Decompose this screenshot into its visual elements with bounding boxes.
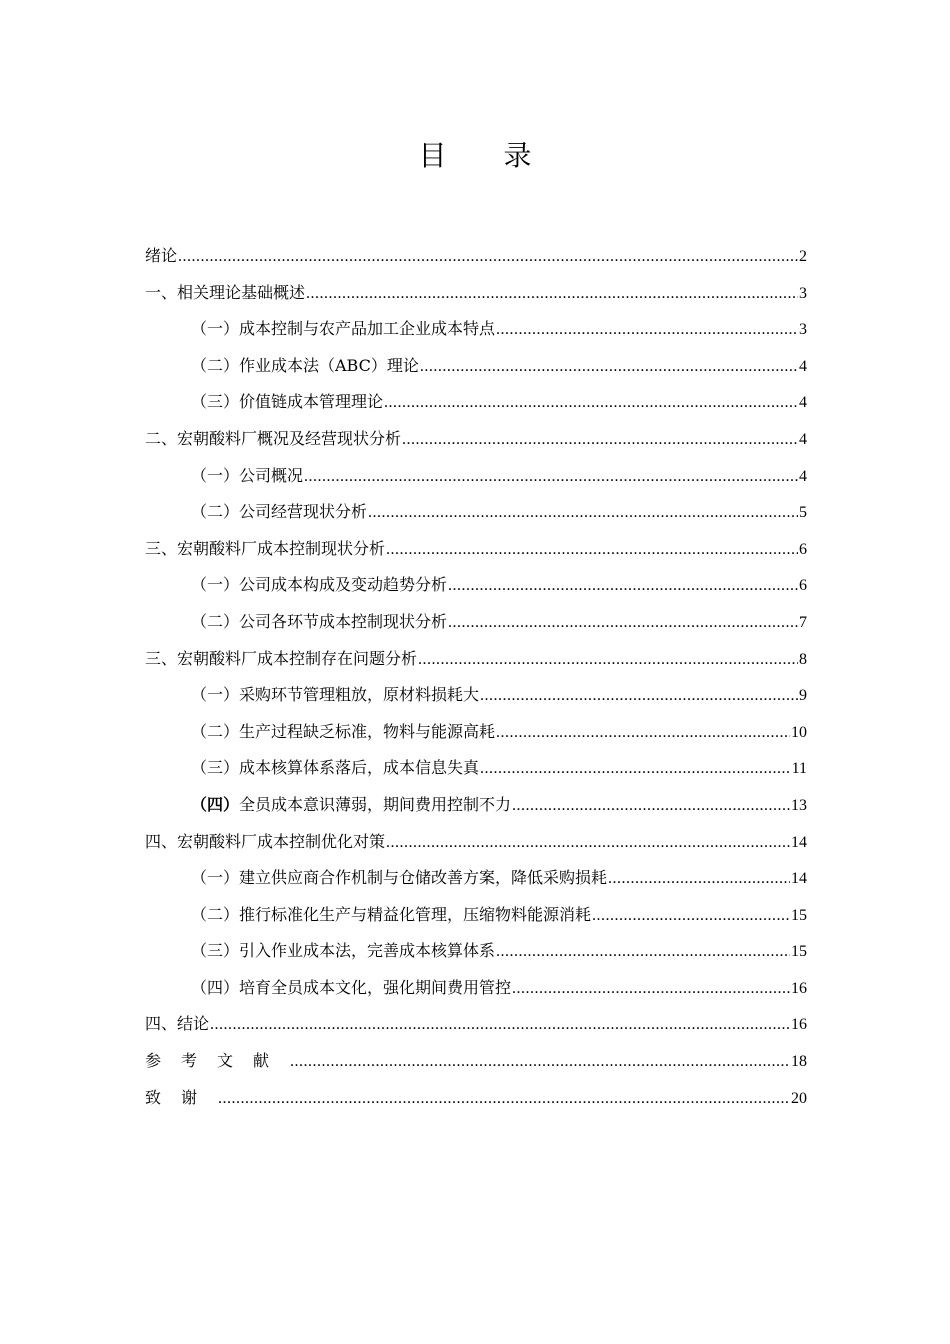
toc-entry[interactable] bbox=[145, 970, 807, 1007]
toc-entry-prefix: （四） bbox=[191, 794, 240, 814]
toc-entry-label: （四）培育全员成本文化，强化期间费用管控 bbox=[191, 977, 512, 997]
toc-page-number: 2 bbox=[799, 248, 807, 265]
toc-entry-label: 致谢 bbox=[145, 1087, 218, 1107]
dot-leader bbox=[290, 1044, 790, 1081]
dot-leader bbox=[496, 934, 790, 971]
toc-page-number: 4 bbox=[799, 394, 807, 412]
toc-entry-label: （二）作业成本法（ABC）理论 bbox=[191, 355, 419, 375]
toc-entry[interactable] bbox=[145, 1080, 807, 1117]
toc-entry[interactable] bbox=[145, 677, 807, 714]
toc-entry[interactable] bbox=[145, 311, 807, 348]
toc-entry-label: （一）公司概况 bbox=[191, 465, 304, 485]
toc-page-number: 8 bbox=[799, 650, 807, 668]
toc-entry[interactable] bbox=[145, 860, 807, 897]
dot-leader bbox=[608, 861, 790, 898]
toc-entry-label: 参考文献 bbox=[145, 1051, 290, 1071]
toc-page-number: 16 bbox=[791, 979, 807, 997]
toc-page-number: 15 bbox=[791, 943, 807, 961]
dot-leader bbox=[448, 568, 798, 605]
dot-leader bbox=[480, 751, 791, 788]
toc-entry[interactable] bbox=[145, 494, 807, 531]
toc-entry-label: （三）成本核算体系落后，成本信息失真 bbox=[191, 758, 480, 778]
toc-page-number: 6 bbox=[799, 540, 807, 558]
toc-entry-label: （一）建立供应商合作机制与仓储改善方案，降低采购损耗 bbox=[191, 868, 608, 888]
toc-entry[interactable] bbox=[145, 421, 807, 458]
toc-entry-label: 四、结论 bbox=[145, 1014, 210, 1034]
toc-entry-title bbox=[191, 348, 419, 385]
toc-entry-title bbox=[191, 567, 447, 604]
toc-entry[interactable] bbox=[145, 238, 807, 275]
toc-page-number: 7 bbox=[799, 613, 807, 631]
toc-page-number: 13 bbox=[791, 796, 807, 814]
toc-entry-label: （二）公司各环节成本控制现状分析 bbox=[191, 611, 448, 631]
toc-entry-label: （二）生产过程缺乏标准，物料与能源高耗 bbox=[191, 721, 496, 741]
toc-entry-title bbox=[191, 604, 447, 641]
dot-leader bbox=[592, 898, 790, 935]
dot-leader bbox=[178, 239, 798, 276]
toc-entry[interactable] bbox=[145, 1006, 807, 1043]
toc-entry[interactable] bbox=[145, 348, 807, 385]
toc-entry-title bbox=[145, 275, 305, 312]
dot-leader bbox=[306, 276, 798, 313]
dot-leader bbox=[304, 459, 798, 496]
toc-entry-label: 三、宏朝酸料厂成本控制存在问题分析 bbox=[145, 648, 418, 668]
toc-entry-label: 四、宏朝酸料厂成本控制优化对策 bbox=[145, 831, 386, 851]
toc-page-number: 9 bbox=[799, 687, 807, 705]
toc-entry[interactable] bbox=[145, 897, 807, 934]
toc-entry[interactable] bbox=[145, 714, 807, 751]
toc-entry-title bbox=[145, 1043, 289, 1080]
toc-entry-label: 二、宏朝酸料厂概况及经营现状分析 bbox=[145, 428, 402, 448]
toc-entry-title bbox=[191, 714, 495, 751]
toc-entry-label: （二）推行标准化生产与精益化管理，压缩物料能源消耗 bbox=[191, 904, 592, 924]
toc-entry-title bbox=[145, 824, 385, 861]
toc-entry[interactable] bbox=[145, 604, 807, 641]
dot-leader bbox=[418, 642, 798, 679]
toc-entry-label: 全员成本意识薄弱，期间费用控制不力 bbox=[239, 794, 512, 814]
toc-title: 目 录 bbox=[418, 139, 556, 172]
toc-page-number: 4 bbox=[799, 467, 807, 485]
toc-entry[interactable] bbox=[145, 641, 807, 678]
toc-page-number: 15 bbox=[791, 906, 807, 924]
toc-entry-label: 三、宏朝酸料厂成本控制现状分析 bbox=[145, 538, 386, 558]
toc-entry[interactable] bbox=[145, 750, 807, 787]
toc-entry-title bbox=[145, 238, 177, 275]
toc-page-number: 4 bbox=[799, 357, 807, 375]
toc-page-number: 14 bbox=[791, 833, 807, 851]
toc-page-number: 14 bbox=[791, 870, 807, 888]
toc-entry-title bbox=[145, 531, 385, 568]
toc-entry[interactable] bbox=[145, 458, 807, 495]
toc-entry[interactable] bbox=[145, 384, 807, 421]
dot-leader bbox=[420, 349, 798, 386]
toc-entry-title bbox=[191, 933, 495, 970]
dot-leader bbox=[210, 1007, 790, 1044]
dot-leader bbox=[512, 788, 790, 825]
dot-leader bbox=[496, 715, 790, 752]
toc-entry[interactable] bbox=[145, 787, 807, 824]
dot-leader bbox=[496, 312, 798, 349]
toc-entry[interactable] bbox=[145, 824, 807, 861]
dot-leader bbox=[512, 971, 790, 1008]
toc-page-number: 6 bbox=[799, 577, 807, 595]
toc-entry-label: （一）公司成本构成及变动趋势分析 bbox=[191, 575, 448, 595]
toc-entry-title bbox=[145, 1080, 217, 1117]
toc-entry-label: 一、相关理论基础概述 bbox=[145, 282, 306, 302]
toc-entry[interactable] bbox=[145, 933, 807, 970]
toc-entry[interactable] bbox=[145, 275, 807, 312]
toc-page-number: 3 bbox=[799, 284, 807, 302]
toc-entry-title bbox=[191, 494, 367, 531]
dot-leader bbox=[384, 385, 798, 422]
toc-entry-label: （二）公司经营现状分析 bbox=[191, 502, 368, 522]
toc-entry-title bbox=[191, 311, 495, 348]
toc-entry-title bbox=[145, 641, 417, 678]
toc-entry-title bbox=[191, 384, 383, 421]
dot-leader bbox=[448, 605, 798, 642]
dot-leader bbox=[218, 1081, 790, 1118]
toc-entry-title bbox=[191, 750, 479, 787]
toc-page-number: 5 bbox=[799, 504, 807, 522]
toc-entry-label: （三）价值链成本管理理论 bbox=[191, 392, 384, 412]
toc-entry-title bbox=[145, 421, 401, 458]
toc-entry-title bbox=[191, 677, 479, 714]
toc-entry-title bbox=[191, 860, 607, 897]
toc-page-number: 10 bbox=[791, 723, 807, 741]
toc-entry[interactable] bbox=[145, 567, 807, 604]
toc-entry-label: （一）采购环节管理粗放，原材料损耗大 bbox=[191, 685, 480, 705]
toc-entry-label: （三）引入作业成本法，完善成本核算体系 bbox=[191, 941, 496, 961]
dot-leader bbox=[386, 825, 790, 862]
toc-entry-label: （一）成本控制与农产品加工企业成本特点 bbox=[191, 319, 496, 339]
dot-leader bbox=[386, 532, 798, 569]
toc-page-number: 16 bbox=[791, 1016, 807, 1034]
dot-leader bbox=[480, 678, 798, 715]
toc-page-number: 11 bbox=[791, 760, 807, 778]
toc-entry-title bbox=[191, 458, 303, 495]
toc-page-number: 20 bbox=[791, 1089, 807, 1107]
toc-entry-title bbox=[191, 787, 511, 824]
toc-entry-title bbox=[191, 897, 591, 934]
dot-leader bbox=[368, 495, 798, 532]
toc-page-number: 3 bbox=[799, 321, 807, 339]
toc-entry[interactable] bbox=[145, 531, 807, 568]
toc-page-number: 4 bbox=[799, 430, 807, 448]
toc-entry-label: 绪论 bbox=[145, 246, 178, 265]
toc-page-number: 18 bbox=[791, 1053, 807, 1071]
toc-entry-title bbox=[145, 1006, 209, 1043]
toc-entry-title bbox=[191, 970, 511, 1007]
toc-entry[interactable] bbox=[145, 1043, 807, 1080]
dot-leader bbox=[402, 422, 798, 459]
toc-list bbox=[145, 238, 807, 1116]
